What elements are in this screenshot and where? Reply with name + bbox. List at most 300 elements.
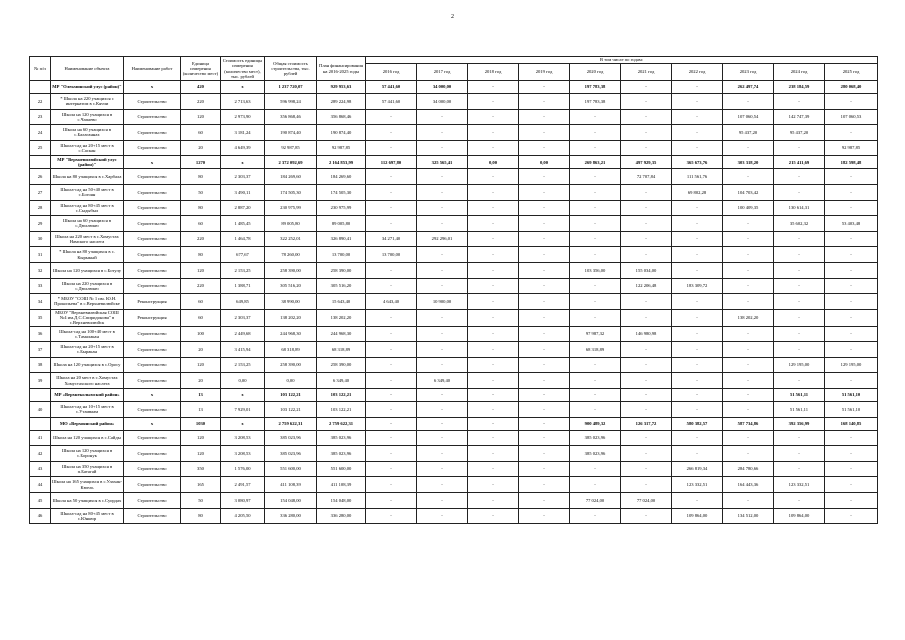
table-row xyxy=(30,508,878,524)
col-header-year: 2023 год xyxy=(723,64,774,81)
cell-year-value: - xyxy=(468,446,519,462)
cell-name: Школа-сад на 80+45 мест в с.Юнкюр xyxy=(51,508,124,524)
table-row xyxy=(30,262,878,278)
cell-year-value: - xyxy=(723,169,774,185)
cell-total-cost: 244 968,30 xyxy=(265,326,317,342)
cell-year-value: - xyxy=(417,446,468,462)
cell-unit: 350 xyxy=(181,461,221,477)
table-row xyxy=(30,94,878,110)
cell-year-value: - xyxy=(723,216,774,232)
cell-year-value: - xyxy=(672,326,723,342)
cell-year-value: - xyxy=(621,388,672,401)
table-row xyxy=(30,373,878,389)
cell-works: Строительство xyxy=(124,461,181,477)
cell-total-cost: 184 269,60 xyxy=(265,169,317,185)
cell-year-value: - xyxy=(519,216,570,232)
cell-year-value: - xyxy=(468,247,519,263)
cell-year-value: - xyxy=(621,200,672,216)
cell-year-value: - xyxy=(723,326,774,342)
cell-year-value: 587 734,86 xyxy=(723,417,774,430)
cell-unit-cost: 2 153,25 xyxy=(221,357,265,373)
cell-unit-cost: 2 449,68 xyxy=(221,326,265,342)
cell-year-value: - xyxy=(570,388,621,401)
cell-no: 45 xyxy=(30,492,51,508)
cell-year-value: - xyxy=(417,169,468,185)
cell-year-value: - xyxy=(468,417,519,430)
cell-unit: 50 xyxy=(181,184,221,200)
cell-unit: 120 xyxy=(181,446,221,462)
cell-year-value: - xyxy=(366,184,417,200)
cell-plan: 2 759 622,31 xyxy=(317,417,366,430)
cell-year-value: - xyxy=(672,309,723,326)
cell-unit-cost: 1 388,71 xyxy=(221,278,265,294)
cell-unit-cost: x xyxy=(221,156,265,169)
cell-year-value: 129 195,00 xyxy=(774,357,825,373)
cell-name: Школа на 60 учащихся в с.Балаганнах xyxy=(51,125,124,141)
cell-works: Строительство xyxy=(124,140,181,156)
subtotal-row xyxy=(30,417,878,430)
cell-year-value: - xyxy=(519,294,570,310)
cell-year-value: - xyxy=(468,125,519,141)
cell-year-value: - xyxy=(621,109,672,125)
cell-no xyxy=(30,81,51,94)
cell-plan: 138 202,20 xyxy=(317,309,366,326)
cell-unit: 60 xyxy=(181,216,221,232)
cell-year-value: - xyxy=(417,278,468,294)
cell-year-value: - xyxy=(366,446,417,462)
table-row xyxy=(30,326,878,342)
subtotal-row xyxy=(30,81,878,94)
cell-year-value: - xyxy=(672,216,723,232)
cell-no: 44 xyxy=(30,477,51,493)
cell-no: 28 xyxy=(30,200,51,216)
cell-year-value: - xyxy=(519,184,570,200)
cell-year-value: - xyxy=(672,357,723,373)
cell-year-value: - xyxy=(774,231,825,247)
cell-name: * МБОУ "СОШ № 1 им. Ю.Н. Прокопьева" в с.Верхневилюйске xyxy=(51,294,124,310)
cell-plan: 258 390,00 xyxy=(317,357,366,373)
cell-year-value: - xyxy=(621,309,672,326)
cell-year-value: - xyxy=(417,477,468,493)
cell-year-value: - xyxy=(621,216,672,232)
cell-no: 38 xyxy=(30,357,51,373)
cell-year-value: 34 000,00 xyxy=(417,94,468,110)
cell-no: 32 xyxy=(30,262,51,278)
cell-year-value: - xyxy=(417,247,468,263)
cell-year-value: - xyxy=(468,262,519,278)
cell-name: Школа на 120 учащихся в с.Ботулу xyxy=(51,262,124,278)
table-row xyxy=(30,278,878,294)
cell-year-value: 269 863,21 xyxy=(570,156,621,169)
cell-year-value: 112 697,80 xyxy=(366,156,417,169)
cell-year-value: - xyxy=(570,109,621,125)
cell-total-cost: 103 122,21 xyxy=(265,401,317,417)
cell-year-value: - xyxy=(774,373,825,389)
cell-year-value: - xyxy=(468,430,519,446)
cell-year-value: - xyxy=(570,231,621,247)
cell-no: 33 xyxy=(30,278,51,294)
cell-year-value: 325 565,41 xyxy=(417,156,468,169)
cell-year-value: 68 318,89 xyxy=(570,342,621,358)
cell-year-value: - xyxy=(519,169,570,185)
cell-year-value: - xyxy=(570,294,621,310)
cell-year-value: - xyxy=(366,342,417,358)
cell-plan: 385 023,96 xyxy=(317,446,366,462)
cell-year-value: - xyxy=(570,401,621,417)
table-row xyxy=(30,477,878,493)
cell-total-cost: 230 975,99 xyxy=(265,200,317,216)
cell-year-value: 0,00 xyxy=(519,156,570,169)
col-header-works: Наименование работ xyxy=(124,57,181,81)
cell-year-value: - xyxy=(825,169,878,185)
table-row xyxy=(30,125,878,141)
cell-name: Школа-сад на 50+40 мест в с.Богоян xyxy=(51,184,124,200)
col-header-year: 2017 год xyxy=(417,64,468,81)
cell-year-value: - xyxy=(468,508,519,524)
cell-name: Школа-сад на 100+40 мест в с.Тамалакан xyxy=(51,326,124,342)
cell-year-value: - xyxy=(723,342,774,358)
cell-year-value: - xyxy=(774,94,825,110)
subtotal-row xyxy=(30,388,878,401)
cell-year-value: 164 443,36 xyxy=(723,477,774,493)
cell-year-value: - xyxy=(519,81,570,94)
cell-year-value: - xyxy=(672,342,723,358)
cell-year-value: - xyxy=(366,373,417,389)
cell-year-value: - xyxy=(774,262,825,278)
cell-year-value: 385 023,96 xyxy=(570,430,621,446)
cell-unit: 120 xyxy=(181,430,221,446)
cell-works: Строительство xyxy=(124,169,181,185)
cell-year-value: - xyxy=(366,401,417,417)
cell-total-cost: 411 108,39 xyxy=(265,477,317,493)
cell-total-cost: 356 868,46 xyxy=(265,109,317,125)
cell-year-value: - xyxy=(774,446,825,462)
cell-year-value: - xyxy=(621,401,672,417)
cell-year-value: 109 864,00 xyxy=(774,508,825,524)
cell-year-value: - xyxy=(468,326,519,342)
cell-year-value: 57 441,60 xyxy=(366,94,417,110)
cell-year-value: - xyxy=(621,140,672,156)
cell-year-value: - xyxy=(723,492,774,508)
cell-year-value: - xyxy=(366,125,417,141)
cell-unit-cost: 7 929,01 xyxy=(221,401,265,417)
cell-year-value: - xyxy=(366,417,417,430)
table-row xyxy=(30,357,878,373)
cell-year-value: 197 783,38 xyxy=(570,81,621,94)
cell-total-cost: 258 390,00 xyxy=(265,357,317,373)
cell-year-value: - xyxy=(825,477,878,493)
cell-name: МБОУ "Верхневилюйская СОШ №4 им.Д.С.Спиридонова" в с.Верхневилюйск xyxy=(51,309,124,326)
cell-plan: 190 874,40 xyxy=(317,125,366,141)
cell-year-value: 77 024,00 xyxy=(570,492,621,508)
cell-unit: 80 xyxy=(181,169,221,185)
cell-year-value: - xyxy=(468,140,519,156)
cell-unit: 420 xyxy=(181,81,221,94)
cell-year-value: 69 802,28 xyxy=(672,184,723,200)
cell-unit: 13 xyxy=(181,401,221,417)
cell-year-value: - xyxy=(417,200,468,216)
cell-year-value: - xyxy=(621,373,672,389)
cell-plan: 184 269,60 xyxy=(317,169,366,185)
cell-year-value: - xyxy=(519,326,570,342)
cell-unit-cost: 649,85 xyxy=(221,294,265,310)
cell-no: 24 xyxy=(30,125,51,141)
cell-year-value: 51 561,11 xyxy=(774,388,825,401)
cell-year-value: 130 614,31 xyxy=(774,200,825,216)
cell-works: x xyxy=(124,156,181,169)
cell-year-value: - xyxy=(417,309,468,326)
cell-plan: 92 987,85 xyxy=(317,140,366,156)
cell-year-value: - xyxy=(825,309,878,326)
cell-works: Строительство xyxy=(124,342,181,358)
cell-name: Школа на 350 учащихся в п.Батагай xyxy=(51,461,124,477)
cell-works: x xyxy=(124,388,181,401)
cell-plan: 6 349,40 xyxy=(317,373,366,389)
cell-year-value: - xyxy=(417,109,468,125)
cell-year-value: - xyxy=(825,125,878,141)
cell-plan: 2 164 853,99 xyxy=(317,156,366,169)
cell-year-value: 129 195,00 xyxy=(825,357,878,373)
cell-works: Строительство xyxy=(124,262,181,278)
cell-total-cost: 336 280,00 xyxy=(265,508,317,524)
cell-unit: 220 xyxy=(181,231,221,247)
cell-year-value: - xyxy=(621,357,672,373)
cell-year-value: - xyxy=(774,492,825,508)
cell-unit-cost: 3 080,97 xyxy=(221,492,265,508)
page-number: 2 xyxy=(451,14,454,20)
cell-total-cost: 138 202,20 xyxy=(265,309,317,326)
table-row xyxy=(30,461,878,477)
cell-name: Школа на 165 учащихся в с.Улахан-Кюель xyxy=(51,477,124,493)
cell-no: 46 xyxy=(30,508,51,524)
cell-total-cost: 154 048,00 xyxy=(265,492,317,508)
cell-year-value: - xyxy=(723,357,774,373)
cell-total-cost: 68 318,89 xyxy=(265,342,317,358)
cell-year-value: - xyxy=(825,184,878,200)
cell-year-value: - xyxy=(774,278,825,294)
cell-year-value: 262 497,74 xyxy=(723,81,774,94)
cell-year-value: - xyxy=(774,342,825,358)
cell-name: * Школа на 220 учащихся с интернатом в с.Кяччи xyxy=(51,94,124,110)
cell-no xyxy=(30,388,51,401)
cell-total-cost: 38 990,00 xyxy=(265,294,317,310)
cell-year-value: 497 929,35 xyxy=(621,156,672,169)
cell-year-value: - xyxy=(723,446,774,462)
table-row xyxy=(30,231,878,247)
cell-year-value: - xyxy=(570,278,621,294)
cell-year-value: 155 034,00 xyxy=(621,262,672,278)
cell-year-value: - xyxy=(621,125,672,141)
cell-year-value: 51 561,10 xyxy=(825,388,878,401)
cell-year-value: 35 602,32 xyxy=(774,216,825,232)
cell-no xyxy=(30,156,51,169)
cell-year-value: 123 332,51 xyxy=(774,477,825,493)
cell-total-cost: 1 237 720,07 xyxy=(265,81,317,94)
col-header-year: 2020 год xyxy=(570,64,621,81)
cell-name: Школа на 120 учащихся в с.Чапаево xyxy=(51,109,124,125)
cell-year-value: 215 411,69 xyxy=(774,156,825,169)
cell-unit: 20 xyxy=(181,140,221,156)
cell-year-value: - xyxy=(672,109,723,125)
cell-year-value: - xyxy=(468,309,519,326)
cell-year-value: 6 349,40 xyxy=(417,373,468,389)
cell-unit: 1270 xyxy=(181,156,221,169)
cell-total-cost: 385 023,96 xyxy=(265,430,317,446)
table-row xyxy=(30,309,878,326)
cell-no: 29 xyxy=(30,216,51,232)
cell-year-value: - xyxy=(468,477,519,493)
cell-year-value: - xyxy=(519,388,570,401)
cell-year-value: - xyxy=(723,294,774,310)
table-row xyxy=(30,247,878,263)
cell-year-value: 266 819,34 xyxy=(672,461,723,477)
cell-year-value: 72 707,84 xyxy=(621,169,672,185)
cell-year-value: - xyxy=(570,216,621,232)
cell-year-value: 197 783,38 xyxy=(570,94,621,110)
cell-unit: 80 xyxy=(181,200,221,216)
cell-year-value: 103 356,00 xyxy=(570,262,621,278)
cell-year-value: - xyxy=(621,81,672,94)
cell-year-value: - xyxy=(468,81,519,94)
cell-no: 27 xyxy=(30,184,51,200)
cell-total-cost: 596 998,24 xyxy=(265,94,317,110)
cell-unit: 80 xyxy=(181,508,221,524)
cell-year-value: - xyxy=(825,508,878,524)
financing-table xyxy=(29,56,878,524)
cell-unit: 120 xyxy=(181,109,221,125)
cell-no: 43 xyxy=(30,461,51,477)
cell-year-value: - xyxy=(825,430,878,446)
col-header-year: 2022 год xyxy=(672,64,723,81)
cell-year-value: - xyxy=(366,508,417,524)
cell-name: Школа-сад на 80+45 мест в с.Сыдыбыл xyxy=(51,200,124,216)
cell-unit: 60 xyxy=(181,125,221,141)
cell-year-value: - xyxy=(723,430,774,446)
cell-year-value: - xyxy=(366,357,417,373)
table-body xyxy=(30,81,878,524)
cell-name: Школа-сад на 20+15 мест в с.Саскан xyxy=(51,140,124,156)
cell-unit-cost: 1 576,00 xyxy=(221,461,265,477)
cell-no: 41 xyxy=(30,430,51,446)
cell-year-value: - xyxy=(570,200,621,216)
cell-no: 23 xyxy=(30,109,51,125)
cell-plan: 929 953,63 xyxy=(317,81,366,94)
cell-year-value: - xyxy=(417,216,468,232)
cell-unit: 20 xyxy=(181,373,221,389)
cell-unit-cost: x xyxy=(221,388,265,401)
cell-year-value: - xyxy=(570,169,621,185)
cell-year-value: 134 512,00 xyxy=(723,508,774,524)
cell-year-value: 284 780,66 xyxy=(723,461,774,477)
cell-year-value: 57 441,60 xyxy=(366,81,417,94)
cell-plan: 356 868,46 xyxy=(317,109,366,125)
cell-total-cost: 551 600,00 xyxy=(265,461,317,477)
cell-no: 36 xyxy=(30,326,51,342)
cell-year-value: - xyxy=(519,461,570,477)
cell-year-value: - xyxy=(621,247,672,263)
cell-no: 34 xyxy=(30,294,51,310)
cell-year-value: - xyxy=(774,247,825,263)
cell-year-value: 107 060,53 xyxy=(825,109,878,125)
cell-name: Школа на 80 учащихся в с.Харбала xyxy=(51,169,124,185)
cell-name: * Школа на 80 учащихся в с. Кырыкый xyxy=(51,247,124,263)
col-header-year: 2018 год xyxy=(468,64,519,81)
table-row xyxy=(30,200,878,216)
cell-unit: 50 xyxy=(181,492,221,508)
cell-no: 31 xyxy=(30,247,51,263)
cell-year-value: - xyxy=(825,247,878,263)
cell-total-cost: 258 390,00 xyxy=(265,262,317,278)
col-header-year: 2025 год xyxy=(825,64,878,81)
cell-year-value: - xyxy=(417,184,468,200)
cell-no: 22 xyxy=(30,94,51,110)
cell-works: Реконструкция xyxy=(124,294,181,310)
cell-unit: 220 xyxy=(181,94,221,110)
cell-year-value: - xyxy=(825,231,878,247)
cell-total-cost: 305 516,20 xyxy=(265,278,317,294)
cell-year-value: 53 403,48 xyxy=(825,216,878,232)
cell-name: Школа на 50 учащихся в с.Суордах xyxy=(51,492,124,508)
cell-year-value: 182 598,48 xyxy=(825,156,878,169)
cell-year-value: - xyxy=(366,262,417,278)
cell-year-value: 392 356,99 xyxy=(774,417,825,430)
cell-name: Школа на 220 учащихся в с.Дюллюкю xyxy=(51,278,124,294)
cell-year-value: - xyxy=(519,430,570,446)
cell-year-value: - xyxy=(366,492,417,508)
col-header-unit-cost: Стоимость единицы измерения (количество мест), тыс. рублей xyxy=(221,57,265,81)
cell-year-value: - xyxy=(417,417,468,430)
cell-plan: 289 224,98 xyxy=(317,94,366,110)
cell-year-value: 34 271,40 xyxy=(366,231,417,247)
cell-year-value: 10 900,00 xyxy=(417,294,468,310)
cell-year-value: - xyxy=(519,262,570,278)
cell-year-value: 303 318,20 xyxy=(723,156,774,169)
cell-name: МР «Верхнеколымский район» xyxy=(51,388,124,401)
cell-works: Строительство xyxy=(124,446,181,462)
cell-no xyxy=(30,417,51,430)
cell-year-value: - xyxy=(672,81,723,94)
cell-works: Строительство xyxy=(124,401,181,417)
cell-unit: 1030 xyxy=(181,417,221,430)
cell-year-value: - xyxy=(723,388,774,401)
cell-year-value: 126 317,72 xyxy=(621,417,672,430)
cell-total-cost: 0,00 xyxy=(265,373,317,389)
cell-plan: 174 505,30 xyxy=(317,184,366,200)
cell-works: Строительство xyxy=(124,94,181,110)
cell-year-value: - xyxy=(723,247,774,263)
cell-year-value: - xyxy=(621,430,672,446)
cell-year-value: - xyxy=(570,247,621,263)
cell-year-value: 97 987,32 xyxy=(570,326,621,342)
cell-year-value: - xyxy=(417,342,468,358)
cell-total-cost: 103 122,21 xyxy=(265,388,317,401)
cell-name: МР "Олекминский улус (район)" xyxy=(51,81,124,94)
cell-year-value: - xyxy=(825,94,878,110)
cell-plan: 305 516,20 xyxy=(317,278,366,294)
cell-year-value: - xyxy=(366,140,417,156)
cell-total-cost: 174 505,30 xyxy=(265,184,317,200)
cell-year-value: 107 060,54 xyxy=(723,109,774,125)
cell-works: Строительство xyxy=(124,184,181,200)
cell-year-value: - xyxy=(519,477,570,493)
cell-unit: 20 xyxy=(181,342,221,358)
cell-name: Школа-сад на 20+15 мест в с.Быракан xyxy=(51,342,124,358)
cell-year-value: - xyxy=(672,231,723,247)
cell-year-value: - xyxy=(672,200,723,216)
cell-year-value: - xyxy=(774,140,825,156)
cell-year-value: - xyxy=(621,508,672,524)
cell-year-value: - xyxy=(468,184,519,200)
